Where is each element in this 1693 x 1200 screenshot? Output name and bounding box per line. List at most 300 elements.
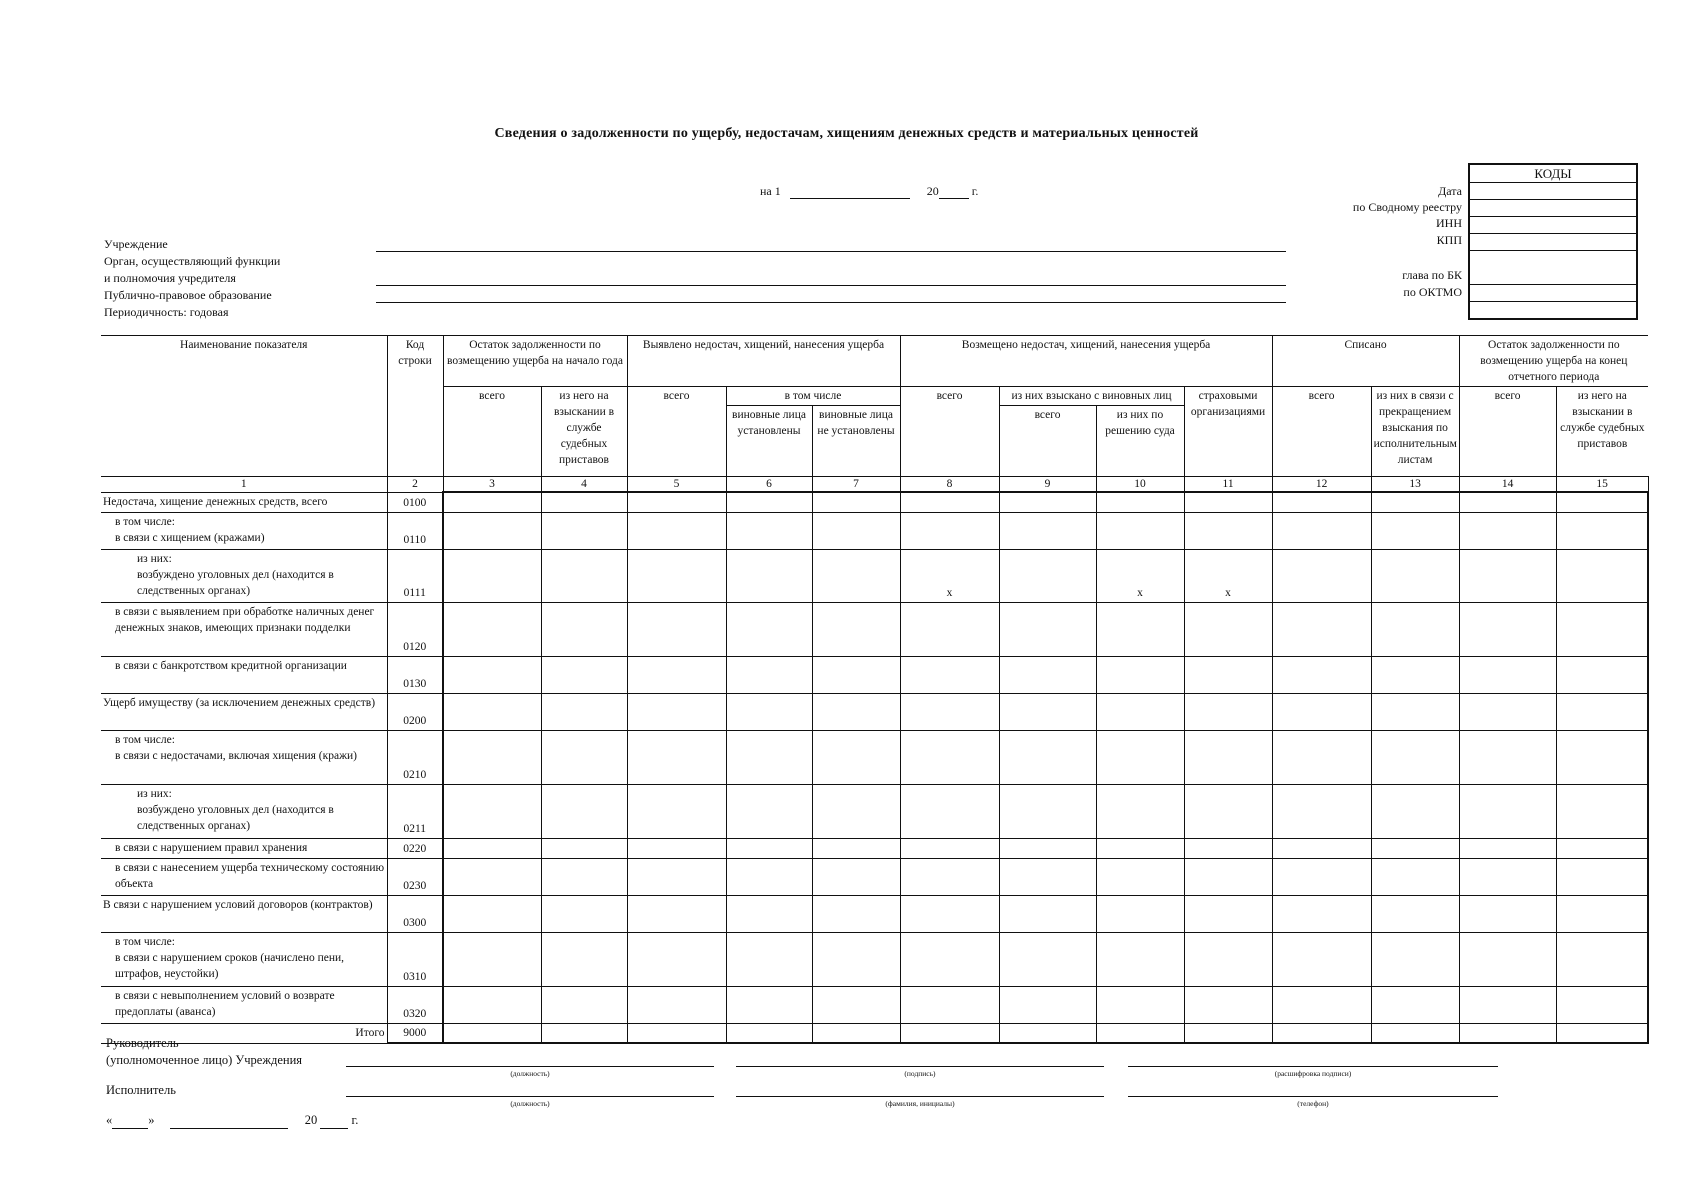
col-num-11: 11 <box>1184 477 1272 493</box>
value-cell[interactable] <box>726 1023 812 1043</box>
value-cell[interactable] <box>726 549 812 602</box>
value-cell[interactable] <box>1096 656 1184 693</box>
sign-date-year-field[interactable] <box>320 1116 348 1129</box>
oktmo-code-label: по ОКТМО <box>1403 285 1462 299</box>
registry-code-label: по Сводному реестру <box>1352 200 1462 214</box>
founder-label-line2: и полномочия учредителя <box>104 271 236 285</box>
value-cell[interactable] <box>1371 602 1459 656</box>
value-cell[interactable] <box>443 838 541 858</box>
table-row <box>101 492 1648 512</box>
value-cell[interactable] <box>627 986 726 1023</box>
col-num-7: 7 <box>812 477 900 493</box>
value-cell[interactable] <box>1556 656 1648 693</box>
value-cell[interactable] <box>1096 492 1184 512</box>
executor-label: Исполнитель <box>106 1083 176 1097</box>
table-row <box>101 730 1648 784</box>
row-name: В связи с нарушением условий договоров (контрактов) <box>101 895 387 932</box>
col-head-ceased: из них в связи с прекращением взыскания по исполнительным листам <box>1371 387 1459 477</box>
row-name: Итого <box>101 1023 387 1043</box>
value-cell[interactable] <box>726 986 812 1023</box>
cap-signature: (подпись) <box>904 1069 936 1078</box>
value-cell[interactable] <box>1459 838 1556 858</box>
row-name: в связи с невыполнением условий о возврате предоплаты (аванса) <box>101 986 387 1023</box>
value-cell[interactable] <box>1096 730 1184 784</box>
cap-position-2: (должность) <box>510 1099 550 1108</box>
value-cell[interactable] <box>726 602 812 656</box>
value-cell[interactable] <box>1459 784 1556 838</box>
value-cell[interactable] <box>1556 512 1648 549</box>
executor-name-field[interactable] <box>736 1096 1104 1097</box>
value-cell[interactable] <box>1371 858 1459 895</box>
value-cell[interactable] <box>999 784 1096 838</box>
value-cell[interactable] <box>1556 932 1648 986</box>
value-cell[interactable] <box>1184 838 1272 858</box>
value-cell[interactable] <box>1096 838 1184 858</box>
table-row <box>101 895 1648 932</box>
row-code: 0230 <box>387 858 443 895</box>
sign-date-month-field[interactable] <box>170 1116 288 1129</box>
value-cell[interactable] <box>999 656 1096 693</box>
value-cell[interactable] <box>443 895 541 932</box>
column-number-row <box>101 477 1648 493</box>
value-cell[interactable] <box>999 492 1096 512</box>
cap-decoding: (расшифровка подписи) <box>1274 1069 1352 1078</box>
row-name: из них: возбуждено уголовных дел (находится в следственных органах) <box>101 549 387 602</box>
value-cell[interactable] <box>999 512 1096 549</box>
value-cell[interactable] <box>1272 932 1371 986</box>
value-cell[interactable] <box>1556 895 1648 932</box>
row-code: 0310 <box>387 932 443 986</box>
value-cell[interactable] <box>726 656 812 693</box>
value-cell[interactable] <box>443 858 541 895</box>
value-cell[interactable] <box>541 838 627 858</box>
row-name: Недостача, хищение денежных средств, всего <box>101 492 387 512</box>
value-cell[interactable] <box>726 895 812 932</box>
value-cell[interactable] <box>1556 602 1648 656</box>
date-year-field[interactable] <box>939 186 969 199</box>
value-cell[interactable] <box>1096 986 1184 1023</box>
col-head-by-court: из них по решению суда <box>1096 406 1184 477</box>
value-cell[interactable] <box>999 986 1096 1023</box>
value-cell[interactable] <box>541 549 627 602</box>
col-head-guilty-not-established: виновные лица не установлены <box>812 406 900 477</box>
x-mark-cell: х <box>900 549 999 602</box>
value-cell[interactable] <box>812 492 900 512</box>
col-num-10: 10 <box>1096 477 1184 493</box>
sign-date-day-field[interactable] <box>112 1116 148 1129</box>
value-cell[interactable] <box>1371 1023 1459 1043</box>
value-cell[interactable] <box>541 730 627 784</box>
value-cell[interactable] <box>1272 730 1371 784</box>
institution-field[interactable] <box>376 251 1286 252</box>
executor-phone-field[interactable] <box>1128 1096 1498 1097</box>
value-cell[interactable] <box>1459 492 1556 512</box>
value-cell[interactable] <box>812 1023 900 1043</box>
value-cell[interactable] <box>1184 1023 1272 1043</box>
value-cell[interactable] <box>1371 784 1459 838</box>
value-cell[interactable] <box>1272 986 1371 1023</box>
value-cell[interactable] <box>900 858 999 895</box>
public-entity-label: Публично-правовое образование <box>104 288 272 302</box>
bk-code-label: глава по БК <box>1402 268 1462 282</box>
col-head-reimb-total: всего <box>900 387 999 477</box>
value-cell[interactable] <box>726 784 812 838</box>
row-code: 9000 <box>387 1023 443 1043</box>
value-cell[interactable] <box>900 895 999 932</box>
value-cell[interactable] <box>1556 492 1648 512</box>
row-name: Ущерб имуществу (за исключением денежных средств) <box>101 693 387 730</box>
value-cell[interactable] <box>1272 656 1371 693</box>
value-cell[interactable] <box>1272 549 1371 602</box>
value-cell[interactable] <box>900 512 999 549</box>
value-cell[interactable] <box>1371 656 1459 693</box>
kpp-code-label: КПП <box>1436 233 1462 247</box>
value-cell[interactable] <box>1184 986 1272 1023</box>
value-cell[interactable] <box>1556 858 1648 895</box>
value-cell[interactable] <box>627 858 726 895</box>
founder-label-line1: Орган, осуществляющий функции <box>104 254 281 268</box>
value-cell[interactable] <box>812 895 900 932</box>
value-cell[interactable] <box>1556 838 1648 858</box>
value-cell[interactable] <box>541 932 627 986</box>
value-cell[interactable] <box>541 693 627 730</box>
cap-phone: (телефон) <box>1297 1099 1329 1108</box>
table-row <box>101 838 1648 858</box>
code-inn-cell[interactable] <box>1470 217 1636 234</box>
row-code: 0300 <box>387 895 443 932</box>
value-cell[interactable] <box>1184 784 1272 838</box>
table-row <box>101 858 1648 895</box>
value-cell[interactable] <box>1272 838 1371 858</box>
codes-box <box>1468 163 1638 320</box>
value-cell[interactable] <box>1556 986 1648 1023</box>
col-head-guilty-established: виновные лица установлены <box>726 406 812 477</box>
founder-field[interactable] <box>376 285 1286 286</box>
value-cell[interactable] <box>726 492 812 512</box>
institution-label: Учреждение <box>104 237 168 251</box>
code-date-cell[interactable] <box>1470 183 1636 200</box>
x-mark-cell: х <box>1096 549 1184 602</box>
value-cell[interactable] <box>999 1023 1096 1043</box>
value-cell[interactable] <box>1556 549 1648 602</box>
cap-position: (должность) <box>510 1069 550 1078</box>
periodicity-label: Периодичность: годовая <box>104 305 229 319</box>
col-head-name: Наименование показателя <box>101 336 387 477</box>
value-cell[interactable] <box>1459 1023 1556 1043</box>
value-cell[interactable] <box>541 784 627 838</box>
value-cell[interactable] <box>999 932 1096 986</box>
value-cell[interactable] <box>627 693 726 730</box>
value-cell[interactable] <box>443 693 541 730</box>
value-cell[interactable] <box>1096 784 1184 838</box>
col-num-14: 14 <box>1459 477 1556 493</box>
codes-header: КОДЫ <box>1470 165 1636 183</box>
value-cell[interactable] <box>541 986 627 1023</box>
col-num-6: 6 <box>726 477 812 493</box>
x-mark-cell: х <box>1184 549 1272 602</box>
executor-position-field[interactable] <box>346 1096 714 1097</box>
value-cell[interactable] <box>900 492 999 512</box>
sign-date-close-quote: » <box>148 1113 155 1127</box>
col-head-from-guilty: из них взыскано с виновных лиц <box>999 387 1184 406</box>
col-num-15: 15 <box>1556 477 1648 493</box>
row-code: 0120 <box>387 602 443 656</box>
value-cell[interactable] <box>1459 858 1556 895</box>
value-cell[interactable] <box>627 492 726 512</box>
value-cell[interactable] <box>627 932 726 986</box>
value-cell[interactable] <box>812 512 900 549</box>
value-cell[interactable] <box>1371 986 1459 1023</box>
value-cell[interactable] <box>1096 858 1184 895</box>
value-cell[interactable] <box>1096 602 1184 656</box>
table-row <box>101 512 1648 549</box>
col-num-3: 3 <box>443 477 541 493</box>
row-code: 0110 <box>387 512 443 549</box>
form-title: Сведения о задолженности по ущербу, недостачам, хищениям денежных средств и материальных ценностей <box>494 126 1199 141</box>
value-cell[interactable] <box>900 1023 999 1043</box>
row-code: 0220 <box>387 838 443 858</box>
group-head-written-off: Списано <box>1272 336 1459 387</box>
row-name: в связи с банкротством кредитной организации <box>101 656 387 693</box>
row-name: в том числе: в связи с нарушением сроков (начислено пени, штрафов, неустойки) <box>101 932 387 986</box>
value-cell[interactable] <box>1371 549 1459 602</box>
row-code: 0100 <box>387 492 443 512</box>
group-head-reimbursed: Возмещено недостач, хищений, нанесения ущерба <box>900 336 1272 387</box>
sign-date-open-quote: « <box>106 1113 113 1127</box>
value-cell[interactable] <box>1184 602 1272 656</box>
group-head-end: Остаток задолженности по возмещению ущерба на конец отчетного периода <box>1459 336 1648 387</box>
value-cell[interactable] <box>1371 693 1459 730</box>
value-cell[interactable] <box>900 838 999 858</box>
value-cell[interactable] <box>812 693 900 730</box>
value-cell[interactable] <box>1272 895 1371 932</box>
inn-code-label: ИНН <box>1436 216 1462 230</box>
value-cell[interactable] <box>812 784 900 838</box>
value-cell[interactable] <box>726 932 812 986</box>
table-row <box>101 693 1648 730</box>
value-cell[interactable] <box>541 512 627 549</box>
value-cell[interactable] <box>541 1023 627 1043</box>
head-position-field[interactable] <box>346 1066 714 1067</box>
value-cell[interactable] <box>443 730 541 784</box>
value-cell[interactable] <box>1272 784 1371 838</box>
value-cell[interactable] <box>627 838 726 858</box>
report-date-line <box>760 184 978 199</box>
value-cell[interactable] <box>999 838 1096 858</box>
table-row <box>101 932 1648 986</box>
col-num-5: 5 <box>627 477 726 493</box>
col-head-code: Код строки <box>387 336 443 477</box>
value-cell[interactable] <box>443 656 541 693</box>
value-cell[interactable] <box>1096 932 1184 986</box>
group-head-found: Выявлено недостач, хищений, нанесения ущерба <box>627 336 900 387</box>
value-cell[interactable] <box>627 730 726 784</box>
cap-name: (фамилия, инициалы) <box>885 1099 955 1108</box>
value-cell[interactable] <box>999 549 1096 602</box>
value-cell[interactable] <box>443 492 541 512</box>
value-cell[interactable] <box>726 730 812 784</box>
value-cell[interactable] <box>541 895 627 932</box>
value-cell[interactable] <box>443 602 541 656</box>
col-num-2: 2 <box>387 477 443 493</box>
value-cell[interactable] <box>1184 858 1272 895</box>
value-cell[interactable] <box>999 730 1096 784</box>
value-cell[interactable] <box>1272 602 1371 656</box>
row-code: 0211 <box>387 784 443 838</box>
value-cell[interactable] <box>1272 492 1371 512</box>
value-cell[interactable] <box>812 602 900 656</box>
value-cell[interactable] <box>1459 549 1556 602</box>
value-cell[interactable] <box>443 1023 541 1043</box>
date-prefix: на 1 <box>760 184 781 198</box>
value-cell[interactable] <box>541 656 627 693</box>
value-cell[interactable] <box>443 932 541 986</box>
value-cell[interactable] <box>1184 492 1272 512</box>
code-oktmo-cell[interactable] <box>1470 302 1636 318</box>
row-name: в связи с нанесением ущерба техническому состоянию объекта <box>101 858 387 895</box>
value-cell[interactable] <box>443 784 541 838</box>
sign-date-year-suffix: г. <box>351 1113 359 1127</box>
value-cell[interactable] <box>1272 512 1371 549</box>
value-cell[interactable] <box>900 986 999 1023</box>
value-cell[interactable] <box>627 784 726 838</box>
value-cell[interactable] <box>812 858 900 895</box>
value-cell[interactable] <box>812 986 900 1023</box>
value-cell[interactable] <box>1556 693 1648 730</box>
table-row <box>101 656 1648 693</box>
value-cell[interactable] <box>1459 693 1556 730</box>
col-head-insurance: страховыми организациями <box>1184 387 1272 477</box>
value-cell[interactable] <box>443 986 541 1023</box>
value-cell[interactable] <box>1096 693 1184 730</box>
value-cell[interactable] <box>726 858 812 895</box>
value-cell[interactable] <box>541 492 627 512</box>
col-num-9: 9 <box>999 477 1096 493</box>
value-cell[interactable] <box>726 693 812 730</box>
value-cell[interactable] <box>1096 895 1184 932</box>
value-cell[interactable] <box>812 549 900 602</box>
col-head-start-total: всего <box>443 387 541 477</box>
value-cell[interactable] <box>1459 986 1556 1023</box>
date-year-suffix: г. <box>971 184 979 198</box>
value-cell[interactable] <box>1371 492 1459 512</box>
value-cell[interactable] <box>627 656 726 693</box>
col-num-4: 4 <box>541 477 627 493</box>
table-row <box>101 986 1648 1023</box>
value-cell[interactable] <box>627 512 726 549</box>
value-cell[interactable] <box>541 858 627 895</box>
value-cell[interactable] <box>900 730 999 784</box>
value-cell[interactable] <box>1184 656 1272 693</box>
value-cell[interactable] <box>726 838 812 858</box>
value-cell[interactable] <box>443 549 541 602</box>
value-cell[interactable] <box>900 784 999 838</box>
value-cell[interactable] <box>999 602 1096 656</box>
head-decoding-field[interactable] <box>1128 1066 1498 1067</box>
value-cell[interactable] <box>900 693 999 730</box>
value-cell[interactable] <box>900 932 999 986</box>
value-cell[interactable] <box>1184 730 1272 784</box>
value-cell[interactable] <box>627 602 726 656</box>
value-cell[interactable] <box>1459 656 1556 693</box>
value-cell[interactable] <box>1371 838 1459 858</box>
value-cell[interactable] <box>900 602 999 656</box>
code-founder-cell[interactable] <box>1470 251 1636 285</box>
value-cell[interactable] <box>999 858 1096 895</box>
value-cell[interactable] <box>812 932 900 986</box>
group-head-start: Остаток задолженности по возмещению ущерба на начало года <box>443 336 627 387</box>
col-head-end-total: всего <box>1459 387 1556 477</box>
value-cell[interactable] <box>1272 693 1371 730</box>
value-cell[interactable] <box>1371 512 1459 549</box>
value-cell[interactable] <box>1556 730 1648 784</box>
row-code: 0210 <box>387 730 443 784</box>
value-cell[interactable] <box>1556 784 1648 838</box>
col-head-from-guilty-total: всего <box>999 406 1096 477</box>
value-cell[interactable] <box>1272 858 1371 895</box>
code-bk-cell[interactable] <box>1470 285 1636 302</box>
col-head-written-total: всего <box>1272 387 1371 477</box>
code-registry-cell[interactable] <box>1470 200 1636 217</box>
value-cell[interactable] <box>1459 932 1556 986</box>
value-cell[interactable] <box>627 1023 726 1043</box>
value-cell[interactable] <box>1272 1023 1371 1043</box>
code-kpp-cell[interactable] <box>1470 234 1636 251</box>
row-name: в связи с нарушением правил хранения <box>101 838 387 858</box>
value-cell[interactable] <box>627 549 726 602</box>
public-entity-field[interactable] <box>376 302 1286 303</box>
head-label-line2: (уполномоченное лицо) Учреждения <box>106 1053 303 1067</box>
value-cell[interactable] <box>1371 932 1459 986</box>
col-head-start-bailiffs: из него на взыскании в службе судебных приставов <box>541 387 627 477</box>
value-cell[interactable] <box>1459 730 1556 784</box>
value-cell[interactable] <box>726 512 812 549</box>
value-cell[interactable] <box>1459 895 1556 932</box>
row-name: в том числе: в связи с хищением (кражами) <box>101 512 387 549</box>
row-name: в связи с выявлением при обработке наличных денег денежных знаков, имеющих признаки подделки <box>101 602 387 656</box>
value-cell[interactable] <box>1371 730 1459 784</box>
value-cell[interactable] <box>812 838 900 858</box>
value-cell[interactable] <box>1556 1023 1648 1043</box>
date-code-label: Дата <box>1438 184 1462 198</box>
row-code: 0130 <box>387 656 443 693</box>
value-cell[interactable] <box>1371 895 1459 932</box>
col-num-13: 13 <box>1371 477 1459 493</box>
date-day-month-field[interactable] <box>790 186 910 199</box>
value-cell[interactable] <box>999 693 1096 730</box>
value-cell[interactable] <box>1096 1023 1184 1043</box>
value-cell[interactable] <box>900 656 999 693</box>
head-signature-field[interactable] <box>736 1066 1104 1067</box>
value-cell[interactable] <box>541 602 627 656</box>
value-cell[interactable] <box>1184 932 1272 986</box>
value-cell[interactable] <box>999 895 1096 932</box>
value-cell[interactable] <box>1459 602 1556 656</box>
value-cell[interactable] <box>812 656 900 693</box>
value-cell[interactable] <box>1184 512 1272 549</box>
table-row <box>101 602 1648 656</box>
value-cell[interactable] <box>443 512 541 549</box>
value-cell[interactable] <box>1459 512 1556 549</box>
value-cell[interactable] <box>812 730 900 784</box>
value-cell[interactable] <box>1184 895 1272 932</box>
table-row <box>101 549 1648 602</box>
value-cell[interactable] <box>627 895 726 932</box>
sign-date-line <box>106 1112 358 1129</box>
value-cell[interactable] <box>1184 693 1272 730</box>
row-code: 0200 <box>387 693 443 730</box>
value-cell[interactable] <box>1096 512 1184 549</box>
